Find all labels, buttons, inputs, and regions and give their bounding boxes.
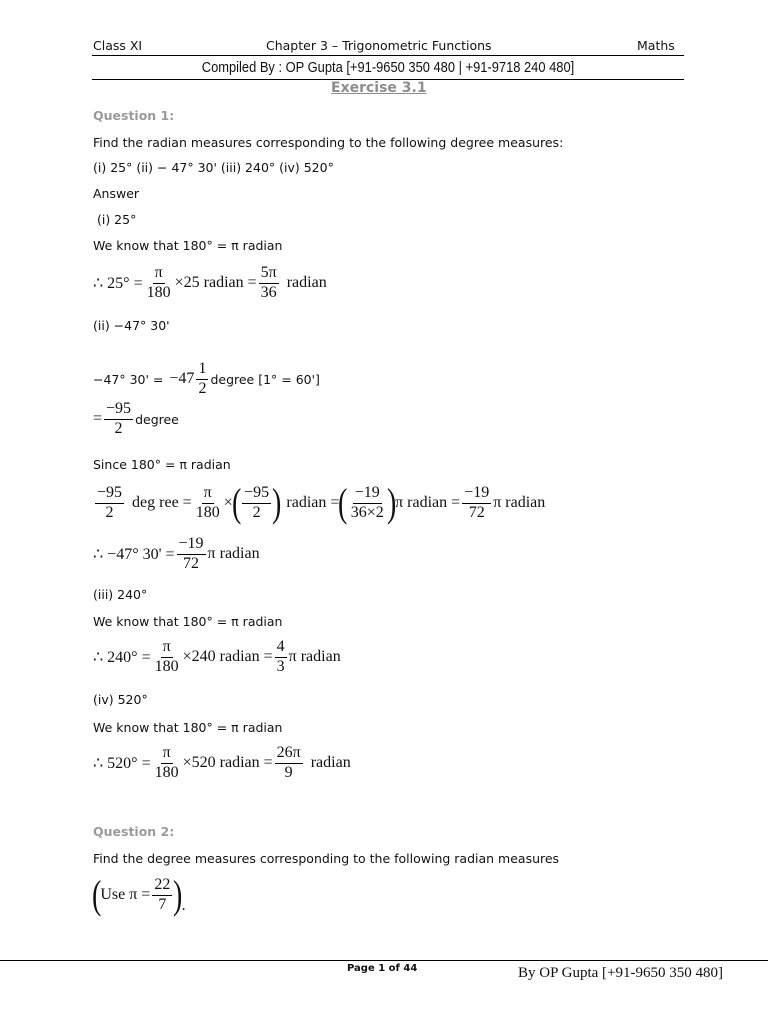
header-class: Class XI (93, 38, 143, 53)
part-ii-label: (ii) −47° 30' (93, 318, 170, 333)
question-1-parts: (i) 25° (ii) − 47° 30' (iii) 240° (iv) 520° (93, 160, 334, 175)
exercise-title: Exercise 3.1 (331, 80, 427, 96)
since-statement: Since 180° = π radian (93, 457, 231, 472)
equation-520-deg: ∴ 520° = $\frac{\pi}{180}$ ×520 radian = $\frac{26\pi}{9}$ radian (93, 744, 351, 781)
equation-47-30-result: ∴ −47° 30' = $\frac{-19}{72}$ π radian (93, 535, 260, 572)
part-iv-label: (iv) 520° (93, 692, 148, 707)
page-indicator: Page 1 of 44 (347, 963, 418, 974)
equation-conversion-chain: $\frac{-95}{2}$ deg ree = $\frac{\pi}{180}$ × ( $\frac{-95}{2}$ ) radian = ( $\frac{-19}{36\times 2}$ ) π radian = $\frac{-19}{72}$ π radian (97, 480, 546, 525)
know-statement-3: We know that 180° = π radian (93, 720, 283, 735)
know-statement-2: We know that 180° = π radian (93, 614, 283, 629)
header-subject: Maths (637, 38, 675, 53)
footer-byline: By OP Gupta [+91-9650 350 480] (518, 965, 723, 981)
equation-minus95-over-2: = $\frac{-95}{2}$ degree (93, 400, 179, 437)
header-rule-top (92, 55, 684, 56)
equation-use-pi: ( Use π = $\frac{22}{7}$ ) . (91, 872, 186, 917)
equation-47-30-degree: −47° 30' = −47 $\frac{1}{2}$ degree [1° = 60'] (93, 360, 320, 397)
equation-240-deg: ∴ 240° = $\frac{\pi}{180}$ ×240 radian = $\frac{4}{3}$ π radian (93, 638, 341, 675)
question-1-title: Question 1: (93, 108, 175, 123)
question-1-prompt: Find the radian measures corresponding to the following degree measures: (93, 135, 564, 150)
equation-25-deg: ∴ 25° = $\frac{\pi}{180}$ ×25 radian = $\frac{5\pi}{36}$ radian (93, 264, 327, 301)
answer-label: Answer (93, 186, 140, 201)
part-i-label: (i) 25° (93, 212, 137, 227)
know-statement-1: We know that 180° = π radian (93, 238, 283, 253)
compiled-by: Compiled By : OP Gupta [+91-9650 350 480 | +91-9718 240 480] (201, 59, 575, 76)
question-2-title: Question 2: (93, 824, 175, 839)
part-iii-label: (iii) 240° (93, 587, 148, 602)
footer-rule (0, 960, 768, 961)
header-chapter: Chapter 3 – Trigonometric Functions (266, 38, 492, 53)
question-2-prompt: Find the degree measures corresponding to the following radian measures (93, 851, 560, 866)
